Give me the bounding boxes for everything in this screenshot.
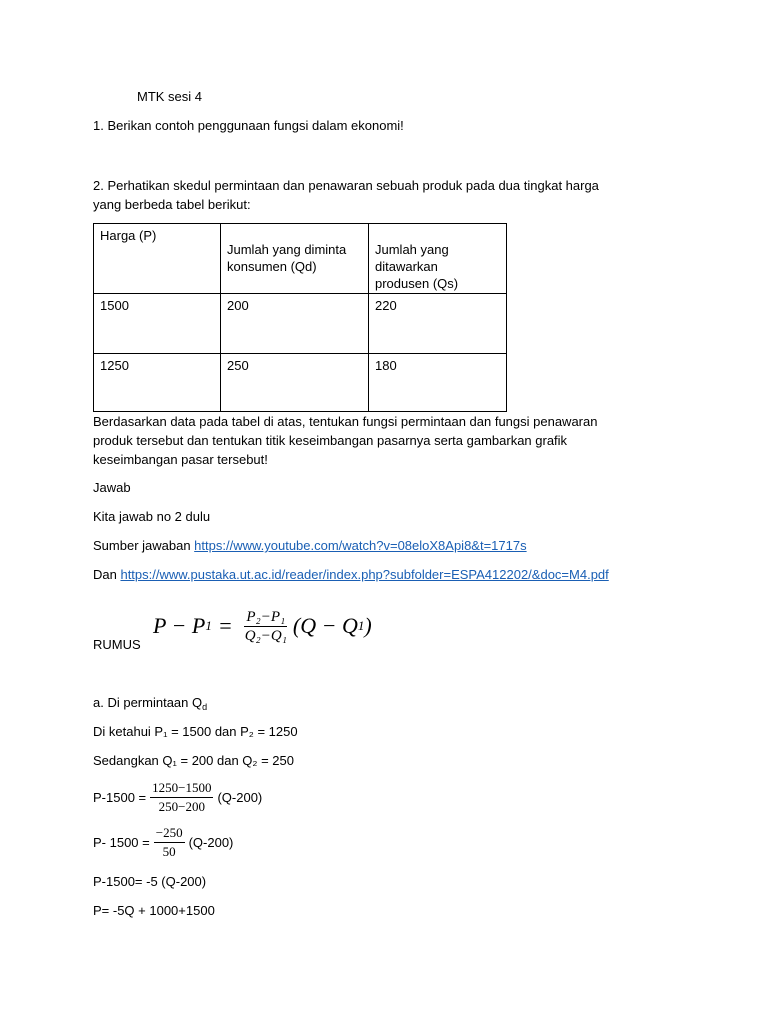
cell-qd: 250 [221, 354, 369, 412]
cell-qs: 220 [369, 294, 507, 354]
formula-label: RUMUS [93, 637, 141, 652]
known-values: Di ketahui P₁ = 1500 dan P₂ = 1250 [93, 724, 298, 739]
source-1: Sumber jawaban https://www.youtube.com/watch?v=08eloX8Api8&t=1717s [93, 538, 527, 553]
instruction-line3: keseimbangan pasar tersebut! [93, 452, 268, 467]
question-2-line2: yang berbeda tabel berikut: [93, 197, 251, 212]
pustaka-link[interactable]: https://www.pustaka.ut.ac.id/reader/index.php?subfolder=ESPA412202/&doc=M4.pdf [120, 567, 609, 582]
formula: P − P 1 = $\frac{\text{P₂−P₁}}{\text{Q₂−Q₁}}$ (Q − Q 1 ) [153, 608, 372, 644]
instruction [93, 412, 673, 469]
schedule-table [93, 223, 507, 412]
step-3: P-1500= -5 (Q-200) [93, 874, 207, 889]
step-1: P-1500 = $\frac{1250-1500}{250-200}$ (Q-200) [93, 780, 263, 814]
cell-price: 1500 [94, 294, 221, 354]
step-4: P= -5Q + 1000+1500 [93, 903, 215, 918]
step-2: P- 1500 = $\frac{-250}{50}$ (Q-200) [93, 825, 234, 859]
header-demand: Jumlah yang diminta konsumen (Qd) [221, 224, 369, 294]
question-2-line1: 2. Perhatikan skedul permintaan dan penawaran sebuah produk pada dua tingkat harga [93, 178, 599, 193]
instruction-line1: Berdasarkan data pada tabel di atas, tentukan fungsi permintaan dan fungsi penawaran [93, 414, 598, 429]
header-price: Harga (P) [94, 224, 221, 294]
formula-fraction: $\frac{\text{P₂−P₁}}{\text{Q₂−Q₁}}$ [244, 608, 287, 644]
doc-title: MTK sesi 4 [137, 89, 203, 104]
question-1: 1. Berikan contoh penggunaan fungsi dalam ekonomi! [93, 118, 404, 133]
table-row [94, 294, 507, 354]
cell-qd: 200 [221, 294, 369, 354]
question-2 [93, 176, 653, 214]
instruction-line2: produk tersebut dan tentukan titik keseimbangan pasarnya serta gambarkan grafik [93, 433, 568, 448]
cell-qs: 180 [369, 354, 507, 412]
table-header-row [94, 224, 507, 294]
section-a-title: a. Di permintaan $Q_d$ [93, 695, 208, 712]
answer-note: Kita jawab no 2 dulu [93, 509, 211, 524]
answer-label: Jawab [93, 480, 131, 495]
source-2: Dan https://www.pustaka.ut.ac.id/reader/index.php?subfolder=ESPA412202/&doc=M4.pdf [93, 567, 609, 582]
youtube-link[interactable]: https://www.youtube.com/watch?v=08eloX8Api8&t=1717s [194, 538, 527, 553]
table-row [94, 354, 507, 412]
cell-price: 1250 [94, 354, 221, 412]
q-values: Sedangkan Q₁ = 200 dan Q₂ = 250 [93, 753, 294, 768]
header-supply: Jumlah yang ditawarkan produsen (Qs) [369, 224, 507, 294]
